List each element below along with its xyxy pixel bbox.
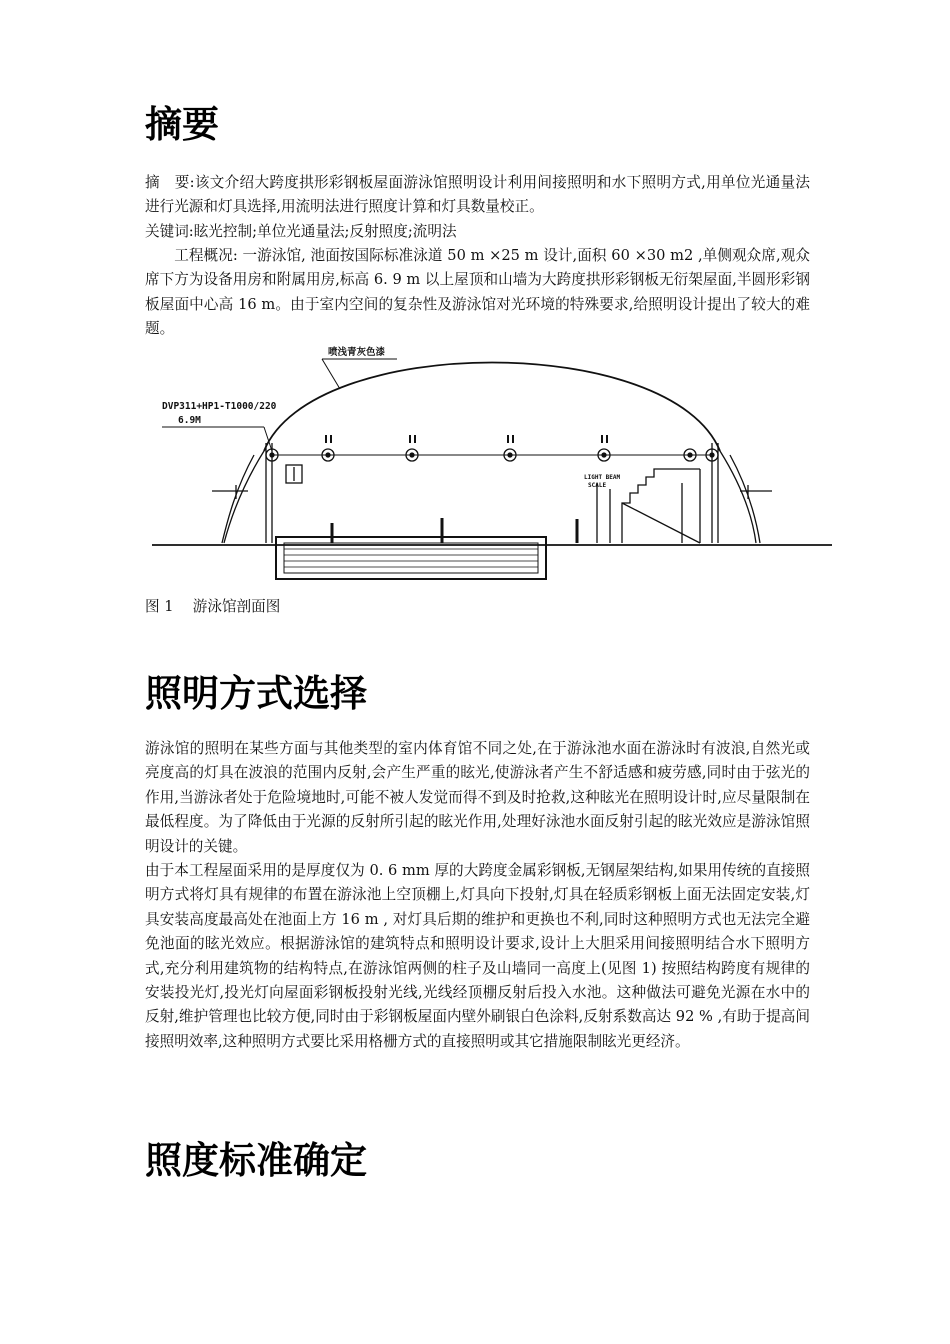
figure-caption: 图 1 游泳馆剖面图 <box>145 598 281 615</box>
project-overview: 工程概况: 一游泳馆, 池面按国际标准泳道 50 m ×25 m 设计,面积 60 ×30 m2 ,单侧观众席,观众席下方为设备用房和附属用房,标高 6. 9 m 以上屋顶和山墙为大跨度拱形彩钢板无衍架屋面,半圆形彩钢板屋面中心高 16 m。由于室内空间的复杂性及游泳馆对光环境的特殊要求,给照明设计提出了较大的难题。 <box>145 247 810 338</box>
elevation-label: 6.9M <box>178 415 201 426</box>
lighting-paragraph-1: 游泳馆的照明在某些方面与其他类型的室内体育馆不同之处,在于游泳池水面在游泳时有波浪,自然光或亮度高的灯具在波浪的范围内反射,会产生严重的眩光,使游泳者产生不舒适感和疲劳感,同时由于弦光的作用,当游泳者处于危险境地时,可能不被人发觉而得不到及时抢救,这种眩光在照明设计时,应尽量限制在最低程度。为了降低由于光源的反射所引起的眩光作用,处理好泳池水面反射引起的眩光效应是游泳馆照明设计的关键。 <box>145 740 810 855</box>
roof-note-label: 喷浅青灰色漆 <box>328 347 386 358</box>
left-arch-leg <box>224 451 264 543</box>
illuminance-standard-heading: 照度标准确定 <box>145 1139 367 1182</box>
abstract-summary: 摘 要:该文介绍大跨度拱形彩钢板屋面游泳馆照明设计利用间接照明和水下照明方式,用单位光通量法进行光源和灯具选择,用流明法进行照度计算和灯具数量校正。 <box>145 174 810 216</box>
lighting-method-heading: 照明方式选择 <box>145 672 367 715</box>
stand-note-label: LIGHT BEAM <box>584 474 621 481</box>
section-drawing-svg <box>152 343 832 583</box>
lighting-paragraph-2: 由于本工程屋面采用的是厚度仅为 0. 6 mm 厚的大跨度金属彩钢板,无钢屋架结构,如果用传统的直接照明方式将灯具有规律的布置在游泳池上空顶棚上,灯具向下投射,灯具在轻质彩钢板上面无法固定安装,灯具安装高度最高处在池面上方 16 m , 对灯具后期的维护和更换也不利,同时这种照明方式也无法完全避免池面的眩光效应。根据游泳馆的建筑特点和照明设计要求,设计上大胆采用间接照明结合水下照明方式,充分利用建筑物的结构特点,在游泳馆两侧的柱子及山墙同一高度上(见图 1) 按照结构跨度有规律的安装投光灯,投光灯向屋面彩钢板投射光线,光线经顶棚反射后投入水池。这种做法可避免光源在水中的反射,维护管理也比较方便,同时由于彩钢板屋面内壁外刷银白色涂料,反射系数高达 92 % ,有助于提高间接照明效率,这种照明方式要比采用格栅方式的直接照明或其它措施限制眩光更经济。 <box>145 862 810 1050</box>
fixture-code-label: DVP311+HP1-T1000/220 <box>162 401 277 412</box>
right-arch-leg <box>720 451 756 543</box>
stand-scale-label: SCALE <box>588 482 607 489</box>
natatorium-section-drawing <box>152 343 832 583</box>
keywords-line: 关键词:眩光控制;单位光通量法;反射照度;流明法 <box>145 223 457 240</box>
abstract-heading: 摘要 <box>145 103 219 146</box>
